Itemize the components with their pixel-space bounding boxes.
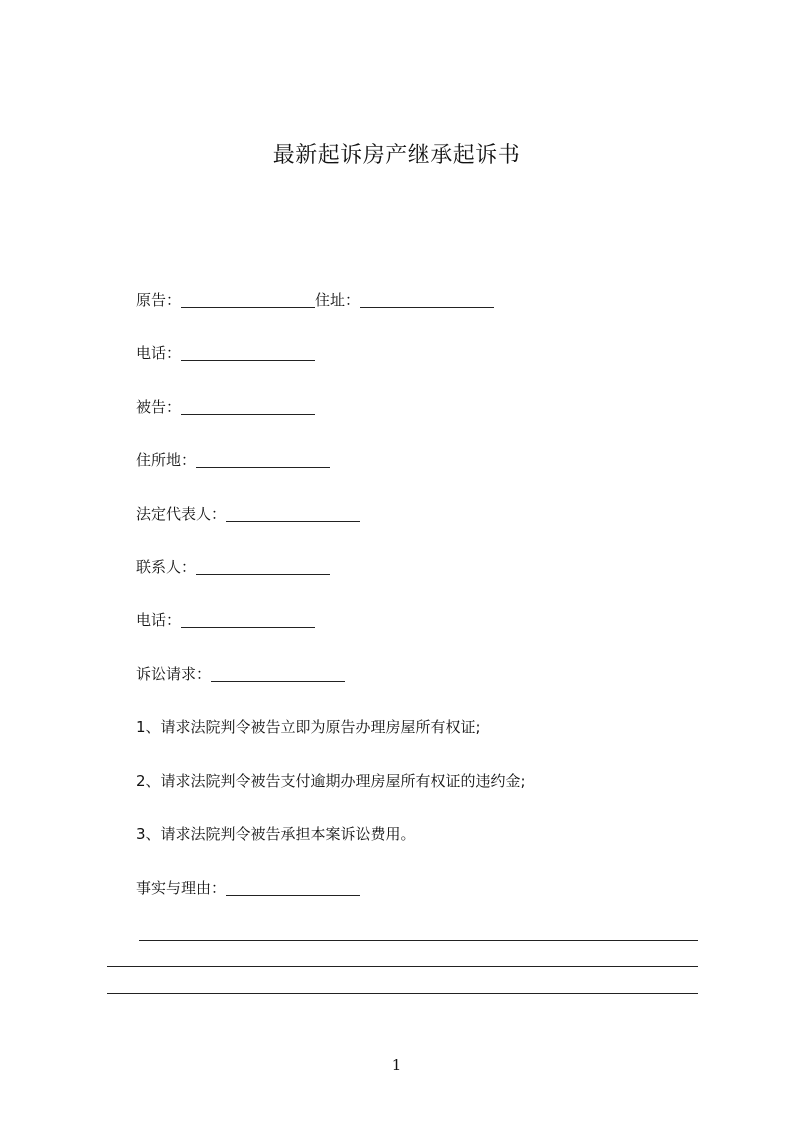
legal-rep-label: 法定代表人： [136,505,227,523]
defendant-line [136,396,315,418]
claims-line [136,663,345,685]
plaintiff-label: 原告： [136,291,182,309]
legal-rep-line [136,503,360,525]
plaintiff-blank [181,292,315,308]
contact-line [136,556,330,578]
writing-line [107,993,698,994]
residence-line [136,449,330,471]
phone-label-2: 电话： [136,611,182,629]
legal-rep-blank [226,506,360,522]
contact-label: 联系人： [136,558,197,576]
phone-blank-2 [181,612,315,628]
claim-item: 1、请求法院判令被告立即为原告办理房屋所有权证; [136,718,481,736]
phone-line-2 [136,609,315,631]
writing-line [107,966,698,967]
address-label: 住址： [315,291,361,309]
facts-line [136,877,360,899]
facts-blank [226,880,360,896]
claims-label: 诉讼请求： [136,665,212,683]
phone-label-1: 电话： [136,344,182,362]
residence-label: 住所地： [136,451,197,469]
defendant-label: 被告： [136,398,182,416]
address-blank [360,292,494,308]
facts-label: 事实与理由： [136,879,227,897]
residence-blank [196,452,330,468]
plaintiff-address-line [136,289,494,311]
writing-line [139,940,698,941]
document-title: 最新起诉房产继承起诉书 [272,143,521,168]
claim-item: 3、请求法院判令被告承担本案诉讼费用。 [136,825,416,843]
page-number: 1 [391,1056,402,1074]
defendant-blank [181,399,315,415]
phone-line-1 [136,342,315,364]
contact-blank [196,559,330,575]
phone-blank-1 [181,345,315,361]
claim-item: 2、请求法院判令被告支付逾期办理房屋所有权证的违约金; [136,772,526,790]
claims-blank [211,666,345,682]
